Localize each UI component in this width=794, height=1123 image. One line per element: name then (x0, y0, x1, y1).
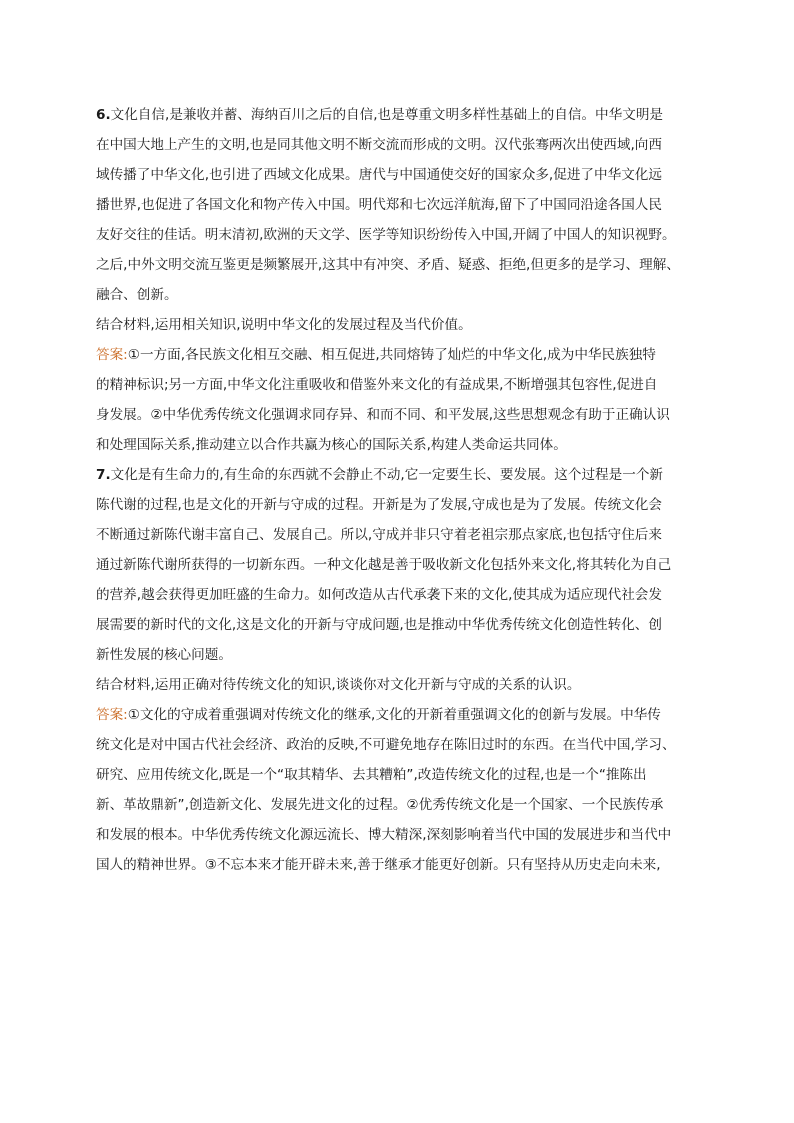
material-text: 的营养,越会获得更加旺盛的生命力。如何改造从古代承袭下来的文化,使其成为适应现代社会发 (96, 587, 662, 603)
material-text: 文化是有生命力的,有生命的东西就不会静止不动,它一定要生长、要发展。这个过程是一个新 (110, 467, 664, 483)
answer-text: 研究、应用传统文化,既是一个“取其精华、去其糟粕”,改造传统文化的过程,也是一个“推陈出 (96, 767, 647, 783)
answer-text: 统文化是对中国古代社会经济、政治的反映,不可避免地存在陈旧过时的东西。在当代中国,学习、 (96, 737, 676, 753)
answer-label: 答案: (96, 707, 128, 723)
answer-text: 国人的精神世界。③不忘本来才能开辟未来,善于继承才能更好创新。只有坚持从历史走向未来, (96, 857, 661, 873)
material-text: 友好交往的佳话。明末清初,欧洲的天文学、医学等知识纷纷传入中国,开阔了中国人的知识视野。 (96, 227, 676, 243)
answer-line (96, 700, 716, 730)
material-text: 新性发展的核心问题。 (96, 647, 232, 663)
material-text: 不断通过新陈代谢丰富自己、发展自己。所以,守成并非只守着老祖宗那点家底,也包括守住后来 (96, 527, 662, 543)
question-7-line (96, 460, 716, 490)
answer-text: 的精神标识;另一方面,中华文化注重吸收和借鉴外来文化的有益成果,不断增强其包容性,促进自 (96, 377, 658, 393)
answer-text: 新、革故鼎新”,创造新文化、发展先进文化的过程。②优秀传统文化是一个国家、一个民族传承 (96, 797, 664, 813)
question-7 (96, 460, 716, 880)
question-6 (96, 100, 716, 460)
answer-text: 和发展的根本。中华优秀传统文化源远流长、博大精深,深刻影响着当代中国的发展进步和当代中 (96, 827, 672, 843)
question-6-line (96, 100, 716, 130)
answer-text: 身发展。②中华优秀传统文化强调求同存异、和而不同、和平发展,这些思想观念有助于正确认识 (96, 407, 670, 423)
question-number: 6. (96, 107, 111, 123)
answer-text: ①一方面,各民族文化相互交融、相互促进,共同熔铸了灿烂的中华文化,成为中华民族独特 (127, 347, 656, 363)
material-text: 之后,中外文明交流互鉴更是频繁展开,这其中有冲突、矛盾、疑惑、拒绝,但更多的是学习、理解、 (96, 257, 680, 273)
material-text: 文化自信,是兼收并蓄、海纳百川之后的自信,也是尊重文明多样性基础上的自信。中华文明是 (110, 107, 664, 123)
answer-text: ①文化的守成着重强调对传统文化的继承,文化的开新着重强调文化的创新与发展。中华传 (127, 707, 661, 723)
document-page (96, 100, 716, 880)
material-text: 在中国大地上产生的文明,也是同其他文明不断交流而形成的文明。汉代张骞两次出使西域,向西 (96, 137, 662, 153)
material-text: 展需要的新时代的文化,这是文化的开新与守成问题,也是推动中华优秀传统文化创造性转化、创 (96, 617, 662, 633)
material-text: 融合、创新。 (96, 287, 178, 303)
question-number: 7. (96, 467, 111, 483)
material-text: 通过新陈代谢所获得的一切新东西。一种文化越是善于吸收新文化包括外来文化,将其转化为自己 (96, 557, 672, 573)
answer-label: 答案: (96, 347, 128, 363)
answer-text: 和处理国际关系,推动建立以合作共赢为核心的国际关系,构建人类命运共同体。 (96, 437, 567, 453)
material-text: 域传播了中华文化,也引进了西域文化成果。唐代与中国通使交好的国家众多,促进了中华文化远 (96, 167, 662, 183)
question-prompt: 结合材料,运用相关知识,说明中华文化的发展过程及当代价值。 (96, 317, 472, 333)
question-prompt: 结合材料,运用正确对待传统文化的知识,谈谈你对文化开新与守成的关系的认识。 (96, 677, 581, 693)
material-text: 陈代谢的过程,也是文化的开新与守成的过程。开新是为了发展,守成也是为了发展。传统文化会 (96, 497, 662, 513)
answer-line (96, 340, 716, 370)
material-text: 播世界,也促进了各国文化和物产传入中国。明代郑和七次远洋航海,留下了中国同沿途各国人民 (96, 197, 662, 213)
